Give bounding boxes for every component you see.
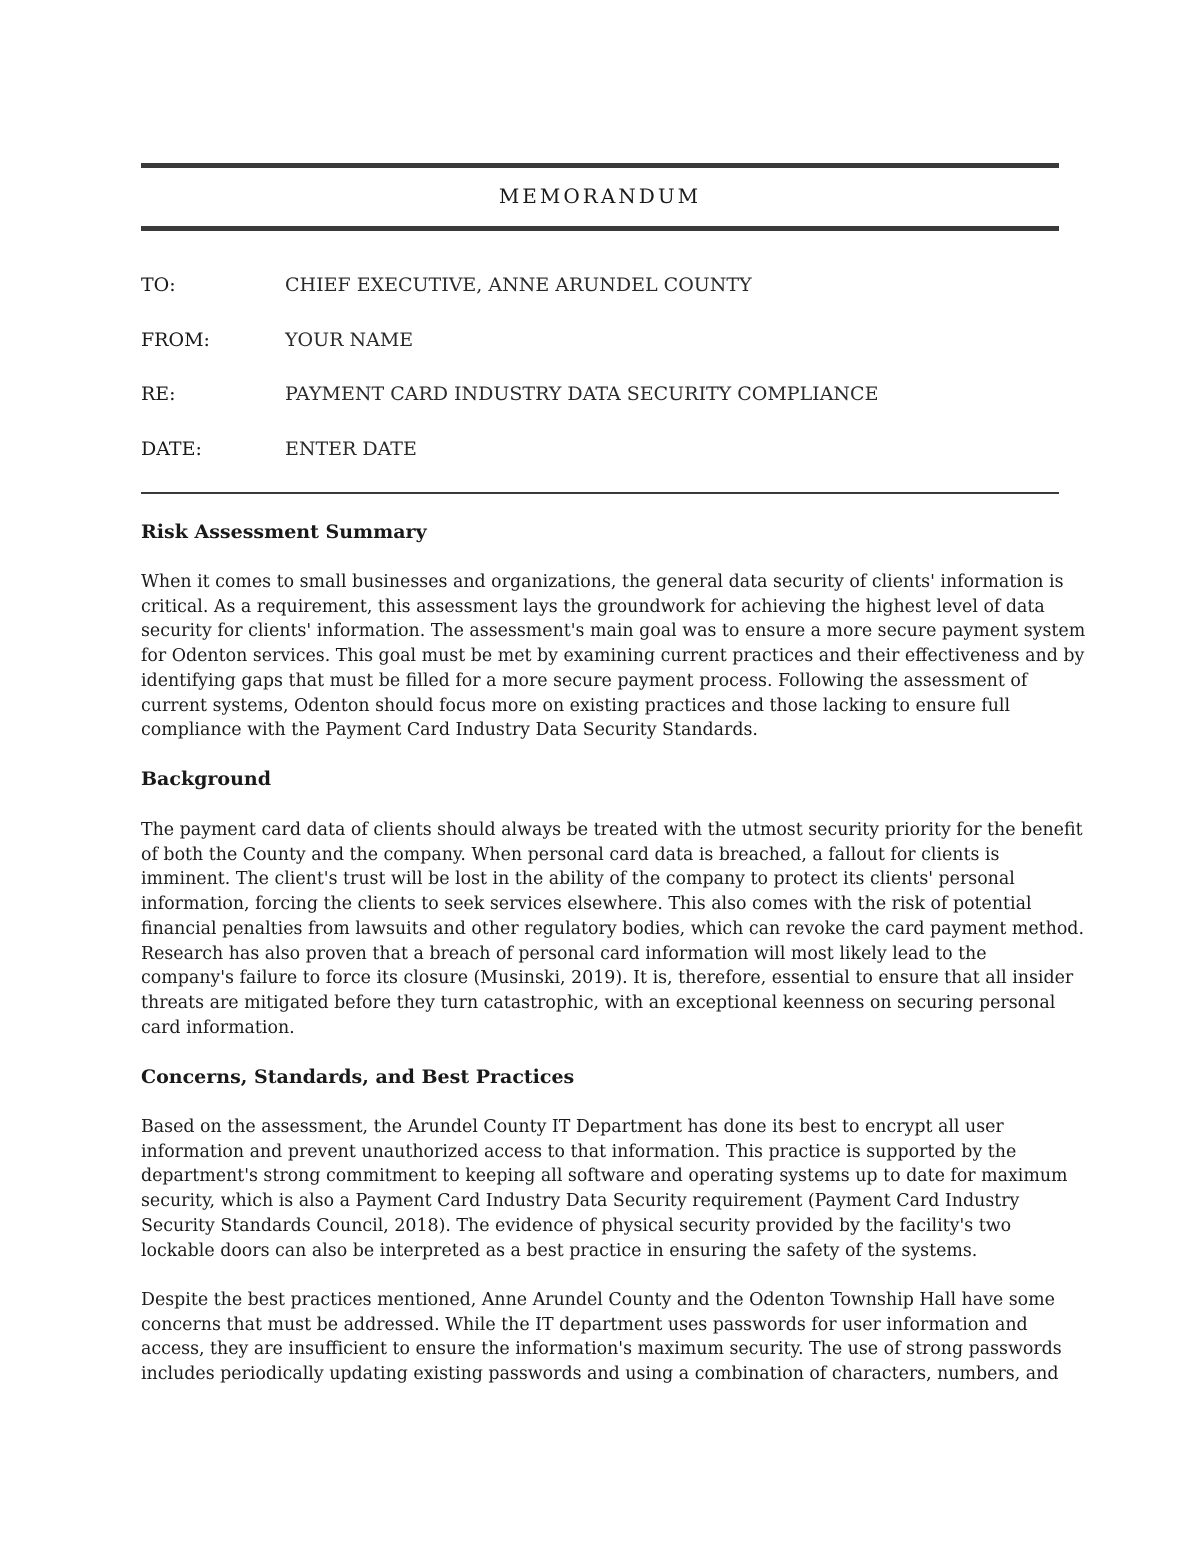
- text-line: identifying gaps that must be filled for a more secure payment process. Following the assessment of: [141, 670, 1028, 691]
- from-value: YOUR NAME: [285, 329, 414, 351]
- text-line: of both the County and the company. When personal card data is breached, a fallout for clients is: [141, 844, 1000, 865]
- risk-assessment-paragraph: [141, 570, 1086, 743]
- text-line: Research has also proven that a breach of personal card information will most likely lead to the: [141, 943, 987, 964]
- to-value: CHIEF EXECUTIVE, ANNE ARUNDEL COUNTY: [285, 274, 752, 296]
- text-line: imminent. The client's trust will be lost in the ability of the company to protect its clients' personal: [141, 869, 1015, 890]
- concerns-paragraph-1: [141, 1115, 1068, 1263]
- text-line: critical. As a requirement, this assessment lays the groundwork for achieving the highest level of data: [141, 596, 1045, 617]
- text-line: for Odenton services. This goal must be met by examining current practices and their effectiveness and by: [141, 646, 1085, 667]
- title-bottom-rule: [141, 226, 1059, 231]
- text-line: financial penalties from lawsuits and other regulatory bodies, which can revoke the card payment method.: [141, 918, 1084, 939]
- text-line: access, they are insufficient to ensure the information's maximum security. The use of strong passwords: [141, 1339, 1062, 1360]
- concerns-paragraph-2: [141, 1288, 1062, 1387]
- text-line: current systems, Odenton should focus more on existing practices and those lacking to ensure full: [141, 695, 1011, 716]
- text-line: concerns that must be addressed. While the IT department uses passwords for user information and: [141, 1314, 1028, 1335]
- text-line: Based on the assessment, the Arundel County IT Department has done its best to encrypt all user: [141, 1117, 1004, 1137]
- text-line: When it comes to small businesses and organizations, the general data security of clients' information is: [141, 572, 1064, 592]
- text-line: company's failure to force its closure (Musinski, 2019). It is, therefore, essential to ensure that all insider: [141, 968, 1074, 989]
- header-divider: [141, 492, 1059, 494]
- to-label: TO:: [141, 274, 176, 296]
- text-line: information, forcing the clients to seek services elsewhere. This also comes with the risk of potential: [141, 894, 1032, 915]
- date-value: ENTER DATE: [285, 438, 417, 460]
- from-label: FROM:: [141, 329, 210, 351]
- section-heading-risk-assessment: Risk Assessment Summary: [141, 521, 427, 543]
- re-value: PAYMENT CARD INDUSTRY DATA SECURITY COMPLIANCE: [285, 383, 879, 405]
- date-label: DATE:: [141, 438, 202, 460]
- text-line: compliance with the Payment Card Industry Data Security Standards.: [141, 720, 758, 741]
- background-paragraph: [141, 818, 1084, 1040]
- text-line: Despite the best practices mentioned, Anne Arundel County and the Odenton Township Hall have some: [141, 1290, 1055, 1310]
- text-line: security, which is also a Payment Card Industry Data Security requirement (Payment Card Industry: [141, 1191, 1020, 1212]
- text-line: The payment card data of clients should always be treated with the utmost security priority for the benefit: [141, 820, 1083, 840]
- text-line: information and prevent unauthorized access to that information. This practice is supported by the: [141, 1141, 1017, 1162]
- text-line: includes periodically updating existing passwords and using a combination of characters, numbers, and: [141, 1364, 1059, 1385]
- memo-title: MEMORANDUM: [498, 184, 702, 208]
- text-line: card information.: [141, 1017, 295, 1038]
- text-line: department's strong commitment to keeping all software and operating systems up to date for maximum: [141, 1166, 1068, 1187]
- section-heading-concerns: Concerns, Standards, and Best Practices: [141, 1066, 575, 1088]
- text-line: security for clients' information. The assessment's main goal was to ensure a more secure payment system: [141, 621, 1086, 642]
- text-line: threats are mitigated before they turn catastrophic, with an exceptional keenness on securing personal: [141, 992, 1056, 1013]
- top-rule: [141, 163, 1059, 168]
- section-heading-background: Background: [141, 768, 271, 790]
- text-line: Security Standards Council, 2018). The evidence of physical security provided by the facility's two: [141, 1215, 1012, 1236]
- text-line: lockable doors can also be interpreted as a best practice in ensuring the safety of the systems.: [141, 1240, 978, 1261]
- re-label: RE:: [141, 383, 176, 405]
